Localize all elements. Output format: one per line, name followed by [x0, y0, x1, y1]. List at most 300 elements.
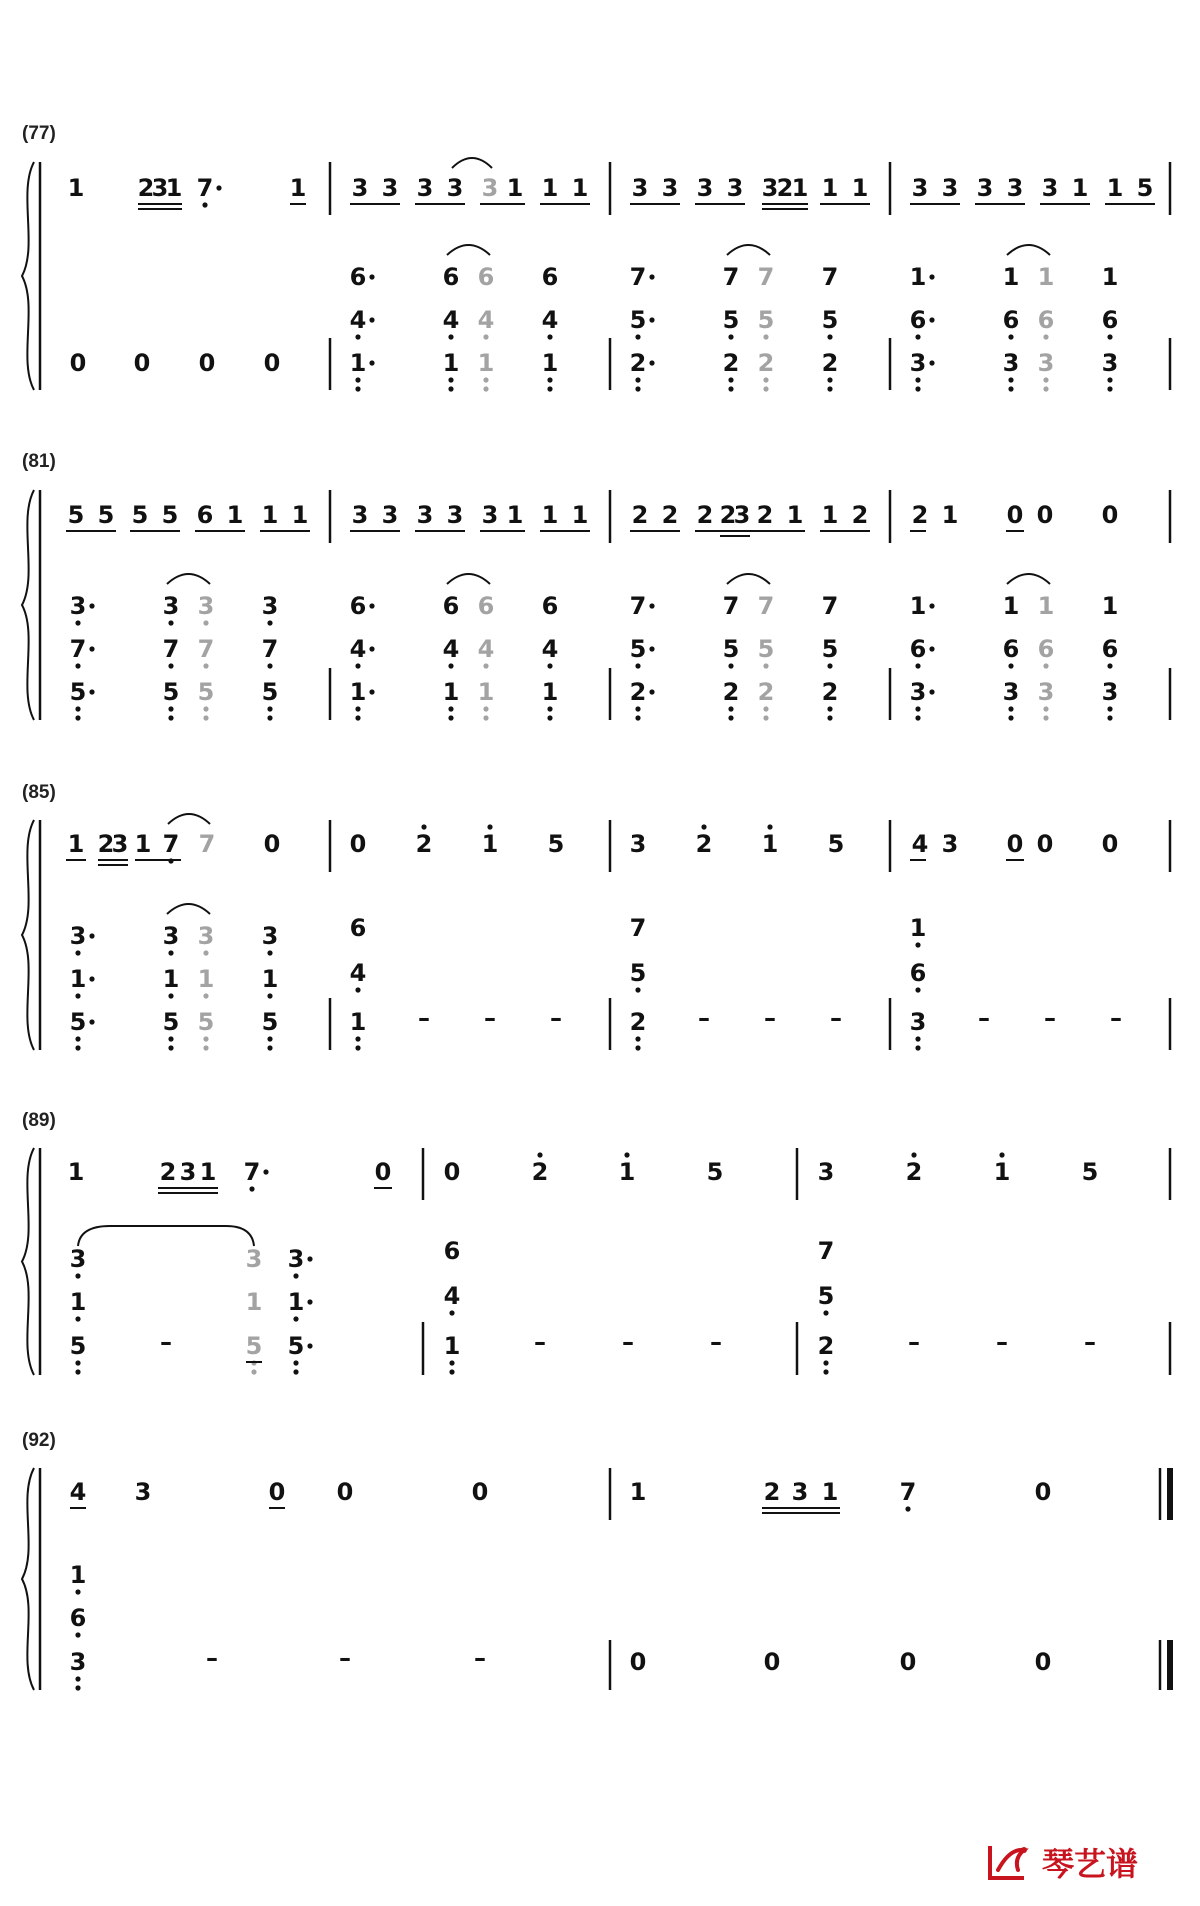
tie-arc	[452, 158, 492, 168]
octave-dot	[929, 603, 934, 608]
octave-dot	[911, 1152, 916, 1157]
note: 4	[477, 635, 495, 663]
octave-dot	[75, 1036, 80, 1041]
note: 6	[1101, 635, 1119, 663]
system-label: (89)	[22, 1110, 56, 1131]
note: 1	[443, 1332, 461, 1360]
note: 0	[1101, 830, 1119, 858]
note: 7	[722, 592, 740, 620]
note: 0	[268, 1478, 286, 1506]
hold-dash: –	[1084, 1328, 1096, 1356]
note: 3	[69, 592, 87, 620]
octave-dot	[355, 1036, 360, 1041]
octave-dot	[168, 1036, 173, 1041]
note: 1	[67, 830, 85, 858]
note: 2	[137, 174, 155, 202]
note: 1	[289, 174, 307, 202]
octave-dot	[1107, 334, 1112, 339]
octave-dot	[915, 987, 920, 992]
octave-dot	[449, 1369, 454, 1374]
note: 7	[629, 263, 647, 291]
note: 1	[69, 1288, 87, 1316]
octave-dot	[75, 993, 80, 998]
octave-dot	[216, 185, 221, 190]
octave-dot	[728, 377, 733, 382]
note: 1	[993, 1158, 1011, 1186]
note: 1	[349, 678, 367, 706]
octave-dot	[905, 1506, 910, 1511]
octave-dot	[203, 993, 208, 998]
note: 1	[287, 1288, 305, 1316]
octave-dot	[203, 1045, 208, 1050]
octave-dot	[483, 386, 488, 391]
note: 3	[111, 830, 129, 858]
note: 2	[415, 830, 433, 858]
note: 3	[446, 501, 464, 529]
note: 0	[1034, 1648, 1052, 1676]
note: 0	[374, 1158, 392, 1186]
note: 0	[1006, 501, 1024, 529]
note: 3	[381, 174, 399, 202]
octave-dot	[1107, 715, 1112, 720]
qinyipu-logo-icon	[984, 1840, 1034, 1884]
note: 1	[618, 1158, 636, 1186]
hold-dash: –	[1044, 1004, 1056, 1032]
note: 5	[245, 1332, 263, 1360]
note: 1	[1037, 263, 1055, 291]
note: 6	[442, 592, 460, 620]
grand-staff-brace	[22, 820, 34, 1050]
octave-dot	[915, 1045, 920, 1050]
note: 4	[349, 306, 367, 334]
note: 6	[909, 959, 927, 987]
note: 4	[443, 1282, 461, 1310]
note: 7	[629, 592, 647, 620]
note: 3	[151, 174, 169, 202]
octave-dot	[75, 1676, 80, 1681]
octave-dot	[635, 1036, 640, 1041]
note: 4	[541, 306, 559, 334]
note: 1	[851, 174, 869, 202]
note: 0	[1006, 830, 1024, 858]
note: 1	[1101, 592, 1119, 620]
octave-dot	[547, 334, 552, 339]
octave-dot	[827, 663, 832, 668]
note: 1	[165, 174, 183, 202]
note: 6	[442, 263, 460, 291]
octave-dot	[75, 663, 80, 668]
tie-arc	[1007, 245, 1050, 255]
note: 3	[245, 1245, 263, 1273]
note: 2	[629, 678, 647, 706]
note: 3	[446, 174, 464, 202]
note: 1	[786, 501, 804, 529]
note: 3	[261, 592, 279, 620]
note: 3	[261, 922, 279, 950]
octave-dot	[635, 377, 640, 382]
octave-dot	[1008, 706, 1013, 711]
grand-staff-brace	[22, 1148, 34, 1375]
octave-dot	[75, 1316, 80, 1321]
note: 3	[696, 174, 714, 202]
note: 2	[821, 678, 839, 706]
note: 3	[817, 1158, 835, 1186]
system-label: (85)	[22, 782, 56, 803]
tie-arc	[727, 245, 770, 255]
octave-dot	[1008, 334, 1013, 339]
octave-dot	[267, 706, 272, 711]
note: 1	[1002, 592, 1020, 620]
octave-dot	[203, 950, 208, 955]
note: 4	[349, 635, 367, 663]
note: 1	[571, 501, 589, 529]
note: 0	[133, 349, 151, 377]
note: 5	[629, 306, 647, 334]
note: 2	[159, 1158, 177, 1186]
octave-dot	[75, 950, 80, 955]
note: 7	[757, 263, 775, 291]
octave-dot	[649, 646, 654, 651]
note: 0	[69, 349, 87, 377]
tie-arc	[167, 904, 210, 914]
note: 3	[351, 501, 369, 529]
octave-dot	[293, 1273, 298, 1278]
octave-dot	[929, 360, 934, 365]
note: 2	[661, 501, 679, 529]
note: 3	[351, 174, 369, 202]
note: 6	[69, 1604, 87, 1632]
note: 1	[629, 1478, 647, 1506]
note: 6	[1101, 306, 1119, 334]
note: 0	[1036, 830, 1054, 858]
octave-dot	[547, 377, 552, 382]
tie-arc	[447, 574, 490, 584]
note: 7	[821, 263, 839, 291]
octave-dot	[448, 706, 453, 711]
note: 3	[631, 174, 649, 202]
note: 1	[821, 501, 839, 529]
octave-dot	[75, 706, 80, 711]
octave-dot	[649, 689, 654, 694]
note: 3	[1041, 174, 1059, 202]
note: 7	[162, 635, 180, 663]
octave-dot	[307, 1256, 312, 1261]
octave-dot	[929, 646, 934, 651]
octave-dot	[369, 646, 374, 651]
note: 3	[791, 1478, 809, 1506]
note: 7	[198, 830, 216, 858]
octave-dot	[203, 620, 208, 625]
octave-dot	[267, 1036, 272, 1041]
note: 3	[287, 1245, 305, 1273]
octave-dot	[827, 386, 832, 391]
note: 6	[477, 592, 495, 620]
octave-dot	[267, 950, 272, 955]
octave-dot	[307, 1343, 312, 1348]
octave-dot	[267, 663, 272, 668]
note: 7	[722, 263, 740, 291]
note: 0	[629, 1648, 647, 1676]
octave-dot	[1043, 386, 1048, 391]
note: 3	[1002, 349, 1020, 377]
octave-dot	[1043, 715, 1048, 720]
octave-dot	[635, 1045, 640, 1050]
note: 4	[442, 306, 460, 334]
note: 5	[97, 501, 115, 529]
note: 6	[541, 263, 559, 291]
octave-dot	[168, 663, 173, 668]
octave-dot	[483, 377, 488, 382]
hold-dash: –	[908, 1328, 920, 1356]
note: 7	[757, 592, 775, 620]
note: 1	[477, 349, 495, 377]
octave-dot	[1107, 377, 1112, 382]
hold-dash: –	[830, 1004, 842, 1032]
note: 3	[197, 592, 215, 620]
note: 5	[722, 635, 740, 663]
hold-dash: –	[339, 1644, 351, 1672]
note: 3	[69, 922, 87, 950]
octave-dot	[355, 987, 360, 992]
octave-dot	[649, 274, 654, 279]
note: 2	[531, 1158, 549, 1186]
note: 3	[1037, 349, 1055, 377]
note: 3	[1037, 678, 1055, 706]
note: 3	[481, 501, 499, 529]
octave-dot	[547, 386, 552, 391]
note: 5	[69, 678, 87, 706]
note: 5	[197, 1008, 215, 1036]
brand-watermark	[984, 1838, 1174, 1886]
note: 1	[349, 349, 367, 377]
note: 5	[131, 501, 149, 529]
note: 1	[261, 501, 279, 529]
octave-dot	[75, 1589, 80, 1594]
octave-dot	[293, 1360, 298, 1365]
note: 1	[245, 1288, 263, 1316]
octave-dot	[763, 715, 768, 720]
note: 7	[817, 1237, 835, 1265]
brand-name: 琴艺谱	[1042, 1845, 1139, 1883]
octave-dot	[483, 663, 488, 668]
octave-dot	[767, 824, 772, 829]
note: 1	[1071, 174, 1089, 202]
octave-dot	[448, 334, 453, 339]
note: 1	[349, 1008, 367, 1036]
octave-dot	[89, 933, 94, 938]
tie-arc	[168, 814, 210, 824]
note: 3	[661, 174, 679, 202]
octave-dot	[823, 1360, 828, 1365]
tie-arc	[1007, 574, 1050, 584]
octave-dot	[1107, 663, 1112, 668]
octave-dot	[355, 386, 360, 391]
octave-dot	[168, 993, 173, 998]
note: 2	[719, 501, 737, 529]
note: 1	[506, 501, 524, 529]
note: 1	[199, 1158, 217, 1186]
octave-dot	[1043, 706, 1048, 711]
octave-dot	[635, 334, 640, 339]
note: 2	[905, 1158, 923, 1186]
note: 1	[442, 349, 460, 377]
note: 5	[757, 306, 775, 334]
octave-dot	[728, 334, 733, 339]
note: 6	[443, 1237, 461, 1265]
octave-dot	[635, 706, 640, 711]
hold-dash: –	[534, 1328, 546, 1356]
note: 7	[821, 592, 839, 620]
note: 3	[179, 1158, 197, 1186]
note: 4	[442, 635, 460, 663]
octave-dot	[249, 1186, 254, 1191]
note: 5	[69, 1008, 87, 1036]
note: 1	[134, 830, 152, 858]
note: 4	[349, 959, 367, 987]
octave-dot	[75, 620, 80, 625]
note: 4	[69, 1478, 87, 1506]
note: 6	[1002, 306, 1020, 334]
octave-dot	[728, 663, 733, 668]
note: 5	[261, 1008, 279, 1036]
note: 1	[506, 174, 524, 202]
octave-dot	[203, 715, 208, 720]
octave-dot	[369, 360, 374, 365]
note: 3	[381, 501, 399, 529]
octave-dot	[267, 993, 272, 998]
note: 3	[733, 501, 751, 529]
octave-dot	[483, 334, 488, 339]
octave-dot	[635, 386, 640, 391]
octave-dot	[448, 663, 453, 668]
octave-dot	[1107, 386, 1112, 391]
hold-dash: –	[978, 1004, 990, 1032]
tie-arc	[78, 1226, 254, 1246]
hold-dash: –	[206, 1644, 218, 1672]
note: 2	[757, 678, 775, 706]
note: 1	[761, 830, 779, 858]
note: 7	[197, 635, 215, 663]
octave-dot	[263, 1169, 268, 1174]
note: 2	[629, 1008, 647, 1036]
octave-dot	[355, 715, 360, 720]
hold-dash: –	[484, 1004, 496, 1032]
hold-dash: –	[996, 1328, 1008, 1356]
octave-dot	[267, 620, 272, 625]
note: 2	[722, 678, 740, 706]
note: 1	[541, 174, 559, 202]
octave-dot	[355, 663, 360, 668]
note: 1	[541, 678, 559, 706]
octave-dot	[537, 1152, 542, 1157]
note: 2	[97, 830, 115, 858]
note: 5	[757, 635, 775, 663]
note: 5	[706, 1158, 724, 1186]
note: 3	[761, 174, 779, 202]
note: 1	[541, 501, 559, 529]
note: 5	[817, 1282, 835, 1310]
octave-dot	[635, 663, 640, 668]
note: 1	[541, 349, 559, 377]
octave-dot	[203, 706, 208, 711]
note: 2	[629, 349, 647, 377]
note: 3	[941, 830, 959, 858]
note: 1	[941, 501, 959, 529]
octave-dot	[202, 202, 207, 207]
octave-dot	[448, 715, 453, 720]
note: 3	[909, 1008, 927, 1036]
note: 7	[629, 914, 647, 942]
note: 5	[67, 501, 85, 529]
octave-dot	[624, 1152, 629, 1157]
octave-dot	[89, 1019, 94, 1024]
note: 1	[226, 501, 244, 529]
octave-dot	[701, 824, 706, 829]
note: 5	[162, 678, 180, 706]
note: 5	[162, 1008, 180, 1036]
note: 5	[821, 635, 839, 663]
note: 6	[909, 635, 927, 663]
octave-dot	[728, 715, 733, 720]
note: 1	[477, 678, 495, 706]
note: 1	[909, 592, 927, 620]
octave-dot	[823, 1369, 828, 1374]
octave-dot	[929, 274, 934, 279]
octave-dot	[448, 377, 453, 382]
note: 7	[899, 1478, 917, 1506]
note: 3	[976, 174, 994, 202]
note: 1	[1002, 263, 1020, 291]
note: 1	[69, 1561, 87, 1589]
note: 5	[197, 678, 215, 706]
hold-dash: –	[418, 1004, 430, 1032]
note: 3	[416, 501, 434, 529]
octave-dot	[75, 1045, 80, 1050]
octave-dot	[827, 706, 832, 711]
note: 3	[197, 922, 215, 950]
octave-dot	[649, 603, 654, 608]
octave-dot	[75, 1632, 80, 1637]
hold-dash: –	[1110, 1004, 1122, 1032]
note: 0	[336, 1478, 354, 1506]
octave-dot	[1008, 715, 1013, 720]
note: 4	[911, 830, 929, 858]
note: 7	[243, 1158, 261, 1186]
note: 4	[477, 306, 495, 334]
note: 6	[909, 306, 927, 334]
note: 2	[821, 349, 839, 377]
octave-dot	[915, 942, 920, 947]
octave-dot	[763, 386, 768, 391]
note: 0	[1034, 1478, 1052, 1506]
octave-dot	[421, 824, 426, 829]
note: 1	[442, 678, 460, 706]
note: 3	[134, 1478, 152, 1506]
note: 2	[631, 501, 649, 529]
octave-dot	[487, 824, 492, 829]
octave-dot	[763, 663, 768, 668]
octave-dot	[1043, 663, 1048, 668]
octave-dot	[449, 1310, 454, 1315]
note: 2	[757, 349, 775, 377]
octave-dot	[293, 1316, 298, 1321]
octave-dot	[75, 1369, 80, 1374]
note: 0	[263, 349, 281, 377]
octave-dot	[763, 706, 768, 711]
note: 5	[1081, 1158, 1099, 1186]
octave-dot	[75, 1360, 80, 1365]
hold-dash: –	[622, 1328, 634, 1356]
